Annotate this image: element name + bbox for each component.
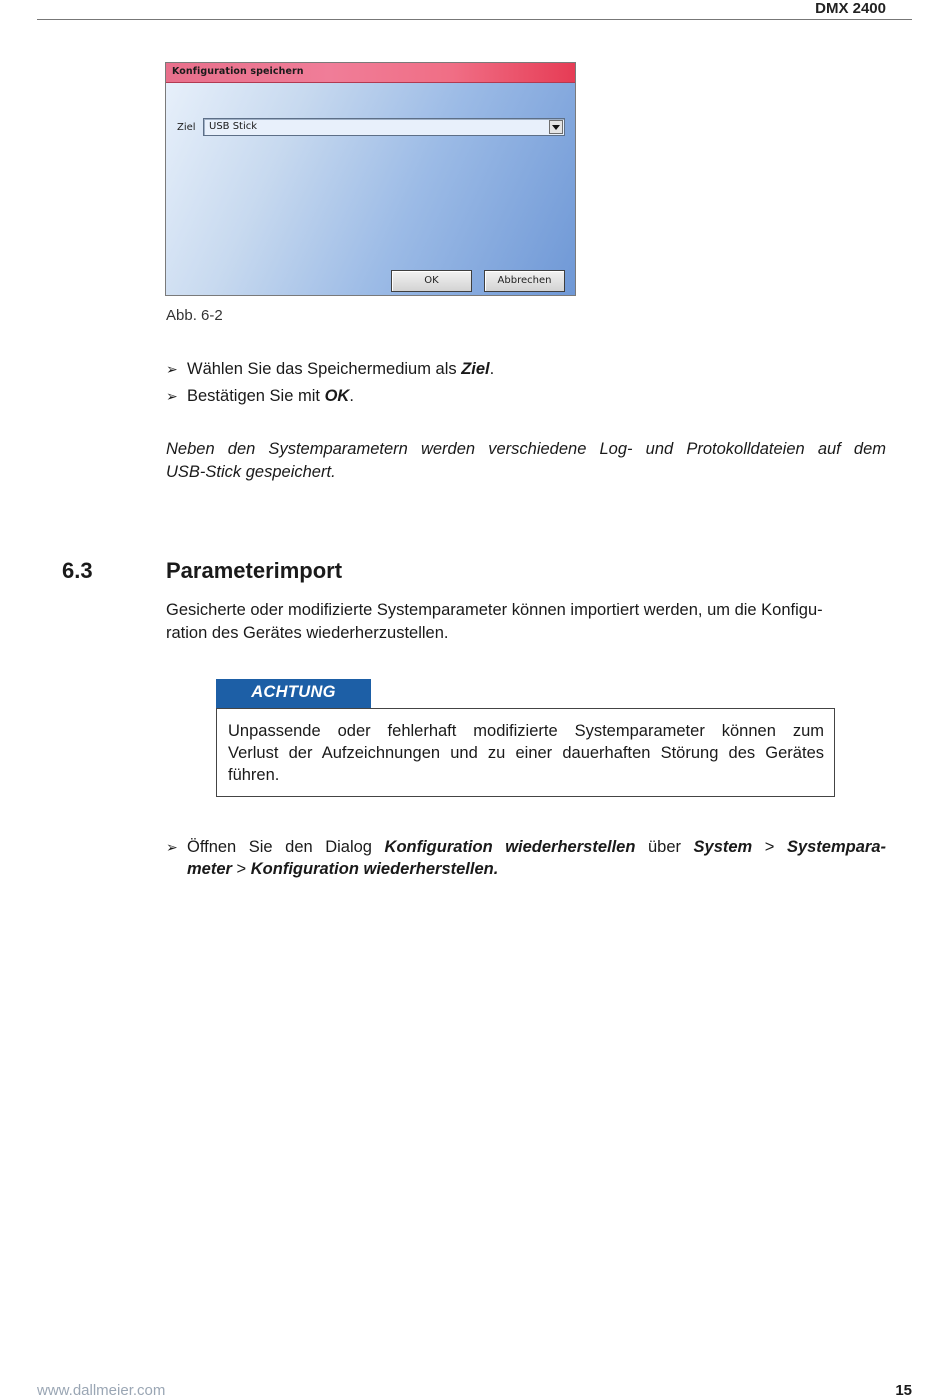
cancel-button[interactable]: Abbrechen [484, 270, 565, 292]
ziel-selected-value: USB Stick [209, 121, 258, 132]
ziel-dropdown[interactable] [203, 118, 565, 136]
section-title: Parameterimport [166, 558, 343, 583]
document-header-title: DMX 2400 [815, 0, 886, 17]
warning-box [216, 708, 835, 797]
note-paragraph: Neben den Systemparametern werden verschiedene Log- und Protokolldateien auf dem USB-Stick gespeichert. [166, 440, 886, 481]
arrow-bullet-icon: ➢ [166, 388, 178, 404]
step-text-line: meter > Konfiguration wiederherstellen. [187, 860, 499, 878]
warning-label-tab [216, 679, 371, 708]
warning-label: ACHTUNG [251, 683, 336, 701]
step-text: Wählen Sie das Speichermedium als Ziel. [187, 360, 495, 378]
section-number: 6.3 [62, 558, 93, 583]
warning-text: Unpassende oder fehlerhaft modifizierte Systemparameter können zum Verlust der Aufzeichnungen und zu einer dauerhaften Störung des Gerätes führen. [228, 722, 824, 784]
page-number: 15 [895, 1382, 912, 1399]
header-divider [37, 19, 912, 20]
arrow-bullet-icon: ➢ [166, 839, 178, 855]
footer-url[interactable]: www.dallmeier.com [37, 1382, 166, 1399]
dialog-title: Konfiguration speichern [172, 66, 304, 77]
ziel-label: Ziel [177, 122, 196, 133]
figure-caption: Abb. 6-2 [166, 307, 223, 324]
step-text: Bestätigen Sie mit OK. [187, 387, 354, 405]
ok-button[interactable]: OK [391, 270, 472, 292]
chevron-down-icon[interactable] [549, 120, 563, 134]
dialog-titlebar [166, 63, 575, 83]
section-paragraph: Gesicherte oder modifizierte Systemparameter können importiert werden, um die Konfigu- ration des Gerätes wiederherzustellen. [166, 601, 823, 642]
dialog-screenshot [165, 62, 576, 296]
arrow-bullet-icon: ➢ [166, 361, 178, 377]
step-text-line: Öffnen Sie den Dialog Konfiguration wiederherstellen über System > Systempara- [187, 838, 886, 856]
